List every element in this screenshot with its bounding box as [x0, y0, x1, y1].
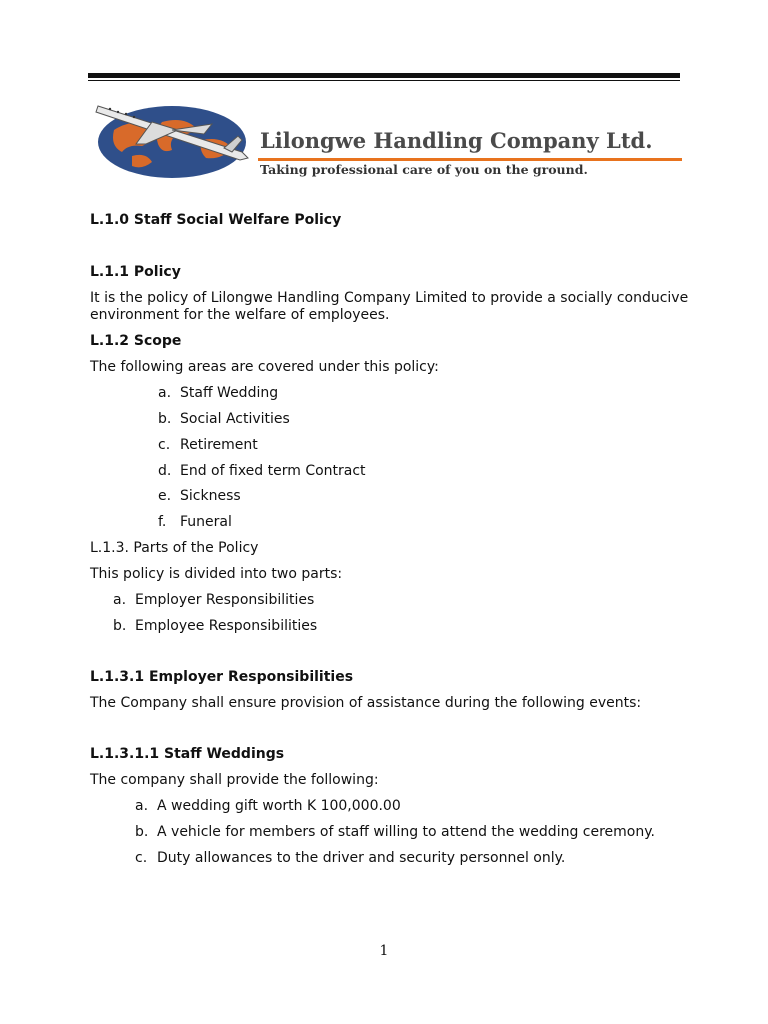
list-text: Duty allowances to the driver and security personnel only.	[157, 850, 566, 866]
list-marker: a.	[158, 385, 172, 401]
list-text: Social Activities	[180, 411, 290, 427]
list-item	[135, 798, 401, 815]
page-number: 1	[379, 943, 389, 959]
company-logo	[92, 100, 684, 182]
list-item	[158, 514, 232, 531]
paragraph-line: It is the policy of Lilongwe Handling Company Limited to provide a socially conducive	[90, 290, 689, 306]
list-marker: f.	[158, 514, 167, 530]
section-heading: L.1.2 Scope	[90, 333, 182, 349]
paragraph: The Company shall ensure provision of assistance during the following events:	[90, 695, 642, 711]
list-marker: e.	[158, 488, 172, 504]
orange-rule	[258, 158, 682, 161]
list-text: End of fixed term Contract	[180, 463, 366, 479]
list-item	[158, 488, 241, 505]
list-item	[135, 850, 565, 867]
list-text: Staff Wedding	[180, 385, 279, 401]
list-text: A vehicle for members of staff willing to attend the wedding ceremony.	[157, 824, 655, 840]
list-item	[158, 385, 278, 402]
list-marker: a.	[113, 592, 127, 608]
company-name: Lilongwe Handling Company Ltd.	[260, 128, 653, 153]
list-item	[113, 592, 314, 609]
list-marker: b.	[135, 824, 149, 840]
list-marker: c.	[135, 850, 148, 866]
header-rule-thin	[88, 80, 680, 81]
list-item	[158, 411, 290, 428]
list-item	[158, 463, 366, 480]
airplane-globe-icon	[92, 100, 262, 182]
section-heading: L.1.3. Parts of the Policy	[90, 540, 259, 556]
list-text: Sickness	[180, 488, 241, 504]
section-heading: L.1.3.1.1 Staff Weddings	[90, 746, 285, 762]
paragraph: The company shall provide the following:	[90, 772, 379, 788]
list-marker: c.	[158, 437, 171, 453]
list-item	[113, 618, 317, 635]
list-marker: b.	[158, 411, 172, 427]
list-text: Funeral	[180, 514, 232, 530]
section-heading: L.1.1 Policy	[90, 264, 181, 280]
paragraph: This policy is divided into two parts:	[90, 566, 343, 582]
list-item	[158, 437, 258, 454]
paragraph: The following areas are covered under this policy:	[90, 359, 439, 375]
list-item	[135, 824, 655, 841]
list-text: Employee Responsibilities	[135, 618, 318, 634]
list-text: Retirement	[180, 437, 258, 453]
section-heading: L.1.3.1 Employer Responsibilities	[90, 669, 354, 685]
list-marker: d.	[158, 463, 172, 479]
company-tagline: Taking professional care of you on the ground.	[260, 162, 588, 177]
list-text: Employer Responsibilities	[135, 592, 315, 608]
list-marker: b.	[113, 618, 127, 634]
list-text: A wedding gift worth K 100,000.00	[157, 798, 401, 814]
paragraph-line: environment for the welfare of employees.	[90, 307, 390, 323]
header-rule-thick	[88, 73, 680, 78]
list-marker: a.	[135, 798, 149, 814]
section-heading: L.1.0 Staff Social Welfare Policy	[90, 212, 342, 228]
